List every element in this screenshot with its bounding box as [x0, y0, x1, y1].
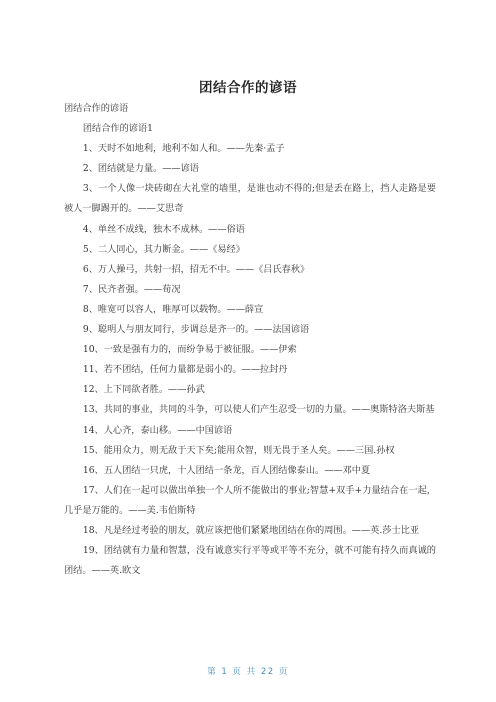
proverb-item: 14、人心齐，泰山移。——中国谚语: [82, 424, 233, 436]
proverb-item: 19、团结就有力量和智慧，没有诚意实行平等或平等不充分，就不可能有持久而真诚的团结。——英.欧文: [64, 545, 436, 577]
proverb-item: 5、二人同心，其力断金。——《易经》: [82, 243, 245, 255]
proverb-item: 18、凡是经过考验的朋友，就应该把他们紧紧地团结在你的周围。——英.莎士比亚: [82, 524, 420, 536]
proverb-item: 12、上下同欲者胜。——孙武: [82, 384, 205, 396]
proverb-item: 11、若不团结，任何力量都是弱小的。——拉封丹: [82, 364, 288, 376]
document-body: [64, 99, 436, 581]
section-heading: 团结合作的谚语: [64, 103, 129, 114]
document-title: 团结合作的谚语: [199, 80, 297, 96]
page-number: 第 1 页 共 22 页: [207, 667, 289, 677]
proverb-item: 15、能用众力，则无敌于天下矣;能用众智，则无畏于圣人矣。——三国.孙权: [82, 444, 395, 456]
proverb-item: 7、民齐者强。——荀况: [82, 283, 181, 295]
section-subheading: 团结合作的谚语1: [82, 123, 154, 135]
proverb-item: 13、共同的事业，共同的斗争，可以使人们产生忍受一切的力量。——奥斯特洛夫斯基: [82, 404, 435, 416]
proverb-item: 2、团结就是力量。——谚语: [82, 163, 199, 175]
proverb-item: 3、一个人像一块砖砌在大礼堂的墙里，是谁也动不得的;但是丢在路上，挡人走路是要被人一脚踢开的。——艾思奇: [64, 183, 436, 215]
proverb-item: 16、五人团结一只虎，十人团结一条龙，百人团结像泰山。——邓中夏: [82, 464, 371, 476]
proverb-item: 17、人们在一起可以做出单独一个人所不能做出的事业;智慧+双手+力量结合在一起，几乎是万能的。——美.韦伯斯特: [64, 484, 436, 516]
proverb-item: 6、万人操弓，共射一招，招无不中。——《吕氏春秋》: [82, 263, 310, 275]
proverb-item: 1、天时不如地利，地利不如人和。——先秦·孟子: [82, 143, 285, 155]
proverb-item: 9、聪明人与朋友同行，步调总是齐一的。——法国谚语: [82, 324, 310, 336]
proverb-item: 8、唯宽可以容人，唯厚可以载物。——薛宣: [82, 303, 264, 315]
proverb-item: 10、一致是强有力的，而纷争易于被征服。——伊索: [82, 344, 297, 356]
proverb-item: 4、单丝不成线，独木不成林。——俗语: [82, 223, 245, 235]
